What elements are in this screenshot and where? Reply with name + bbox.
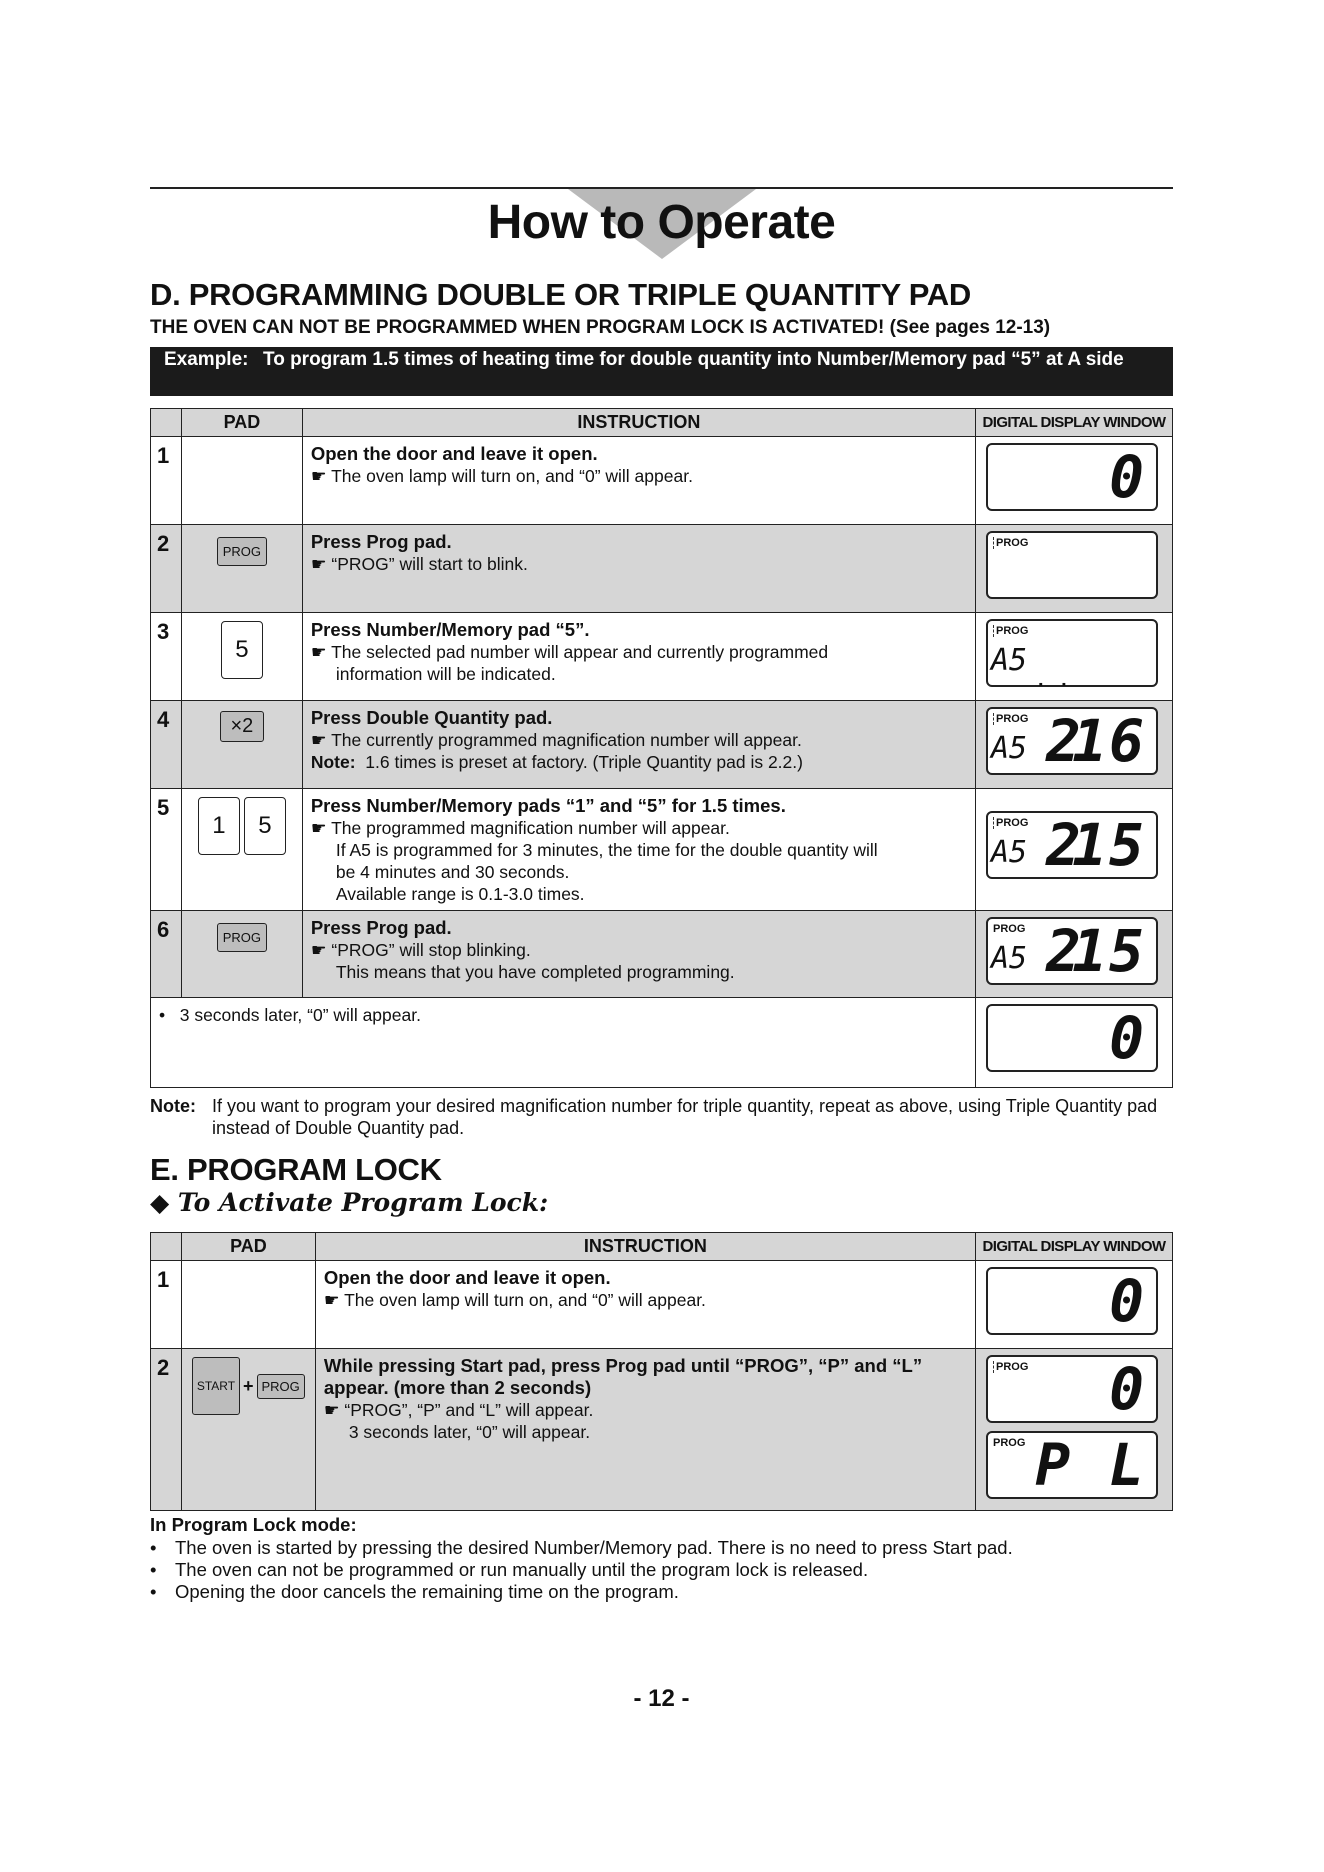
activate-program-lock-subheading: ◆ To Activate Program Lock: — [150, 1188, 549, 1217]
example-label: Example: — [164, 349, 249, 370]
display-cell — [975, 613, 1172, 701]
lcd-big-digits: 15 — [1072, 811, 1146, 879]
instruction-cell — [315, 1261, 975, 1349]
header-instruction: INSTRUCTION — [315, 1233, 975, 1261]
prog-pad-button[interactable]: PROG — [217, 923, 267, 952]
pad-cell — [181, 701, 302, 789]
lcd-display — [986, 619, 1158, 691]
table-row — [151, 998, 1173, 1088]
instruction-cell — [302, 789, 975, 911]
instruction-line: information will be indicated. — [335, 664, 556, 684]
instruction-line: ☛ The currently programmed magnification number will appear. — [310, 730, 802, 750]
prog-pad-button[interactable]: PROG — [257, 1374, 305, 1399]
pad-cell — [181, 437, 302, 525]
number-5-pad-button[interactable]: 5 — [221, 621, 263, 679]
lcd-big-digits: 16 — [1072, 707, 1146, 775]
display-cell — [975, 1261, 1172, 1349]
step-number: 2 — [151, 525, 182, 613]
instruction-line: ☛ The selected pad number will appear and currently programmed — [310, 642, 829, 662]
lcd-prog-indicator: PROG — [992, 1437, 1026, 1449]
display-cell — [975, 701, 1172, 789]
pad-cell — [181, 613, 302, 701]
lcd-display — [986, 811, 1158, 879]
instruction-title: Open the door and leave it open. — [310, 443, 598, 464]
example-banner — [150, 347, 1173, 396]
instruction-cell — [302, 525, 975, 613]
instruction-title: Open the door and leave it open. — [323, 1267, 611, 1288]
lcd-big-digits: 0 — [1109, 1004, 1146, 1072]
lcd-display — [986, 917, 1158, 985]
page-number: - 12 - — [633, 1685, 690, 1712]
instruction-title: Press Number/Memory pads “1” and “5” for 1.5 times. — [310, 795, 786, 816]
instruction-cell — [315, 1349, 975, 1511]
table-row — [151, 1261, 1173, 1349]
table-header-row — [151, 1233, 1173, 1261]
lcd-prog-indicator: PROG — [993, 1361, 1028, 1373]
header-instruction: INSTRUCTION — [302, 409, 975, 437]
start-pad-button[interactable]: START — [192, 1357, 240, 1415]
display-cell — [975, 789, 1172, 911]
table-row — [151, 701, 1173, 789]
page-title: How to Operate — [487, 196, 836, 249]
lcd-prog-indicator: PROG — [992, 923, 1026, 935]
number-1-pad-button[interactable]: 1 — [198, 797, 240, 855]
instruction-note — [311, 751, 967, 773]
pad-cell — [181, 1349, 315, 1511]
instruction-cell — [302, 437, 975, 525]
display-cell — [975, 525, 1172, 613]
final-note-cell — [151, 998, 976, 1088]
lcd-display — [986, 1267, 1158, 1335]
note-text: If you want to program your desired magnification number for triple quantity, repeat as above, using Triple Quantity pad instead of Double Quantity pad. — [212, 1096, 1158, 1138]
section-d-heading: D. PROGRAMMING DOUBLE OR TRIPLE QUANTITY PAD — [150, 277, 971, 312]
lcd-display — [986, 707, 1158, 775]
display-cell — [975, 998, 1172, 1088]
prog-pad-button[interactable]: PROG — [217, 537, 267, 566]
instruction-title: Press Number/Memory pad “5”. — [310, 619, 590, 640]
instruction-line: be 4 minutes and 30 seconds. — [335, 862, 570, 882]
display-cell — [975, 911, 1172, 998]
instruction-line: ☛ “PROG”, “P” and “L” will appear. — [323, 1400, 594, 1420]
display-cell — [975, 437, 1172, 525]
step-number: 1 — [151, 1261, 182, 1349]
list-item: • The oven can not be programmed or run manually until the program lock is released. — [150, 1559, 1013, 1581]
lcd-pad-code: A5 — [990, 731, 1028, 766]
table-row — [151, 1349, 1173, 1511]
section-d-note — [150, 1095, 1172, 1139]
step-number: 1 — [151, 437, 182, 525]
lcd-display — [986, 1355, 1158, 1423]
table-row — [151, 437, 1173, 525]
program-lock-mode-list — [150, 1537, 1013, 1603]
lcd-pad-code: A5 — [990, 835, 1028, 870]
instruction-cell — [302, 701, 975, 789]
note-label: Note: — [310, 752, 356, 772]
lcd-big-digits: 0 — [1109, 1267, 1146, 1335]
section-e-table — [150, 1232, 1173, 1511]
double-quantity-pad-button[interactable]: ×2 — [220, 711, 265, 742]
instruction-line: ☛ The programmed magnification number will appear. — [310, 818, 730, 838]
table-row — [151, 911, 1173, 998]
instruction-line: ☛ The oven lamp will turn on, and “0” will appear. — [323, 1290, 706, 1310]
instruction-title: Press Prog pad. — [310, 531, 452, 552]
lcd-pad-code: A5 — [990, 941, 1028, 976]
step-number: 4 — [151, 701, 182, 789]
header-display: DIGITAL DISPLAY WINDOW — [975, 409, 1172, 437]
instruction-line: Available range is 0.1-3.0 times. — [335, 884, 585, 904]
lcd-dots: . . — [1037, 669, 1073, 691]
header-display: DIGITAL DISPLAY WINDOW — [975, 1233, 1172, 1261]
section-e-heading: E. PROGRAM LOCK — [150, 1152, 442, 1187]
instruction-title: While pressing Start pad, press Prog pad until “PROG”, “P” and “L” appear. (more than 2 seconds) — [323, 1355, 923, 1398]
instruction-line: ☛ “PROG” will start to blink. — [310, 554, 528, 574]
plus-sign: + — [242, 1375, 254, 1396]
lcd-integer-digit: 2 — [1045, 917, 1081, 985]
lcd-big-digits: 15 — [1072, 917, 1146, 985]
step-number: 6 — [151, 911, 182, 998]
list-item: • The oven is started by pressing the desired Number/Memory pad. There is no need to press Start pad. — [150, 1537, 1013, 1559]
program-lock-warning: THE OVEN CAN NOT BE PROGRAMMED WHEN PROGRAM LOCK IS ACTIVATED! (See pages 12-13) — [150, 317, 1051, 338]
table-row — [151, 613, 1173, 701]
lcd-big-digits: 0 — [1109, 443, 1146, 511]
step-number: 3 — [151, 613, 182, 701]
note-text: 1.6 times is preset at factory. (Triple Quantity pad is 2.2.) — [365, 752, 803, 772]
number-5-pad-button[interactable]: 5 — [244, 797, 286, 855]
instruction-line: This means that you have completed programming. — [335, 962, 735, 982]
program-lock-mode-heading: In Program Lock mode: — [150, 1514, 357, 1535]
lcd-prog-indicator: PROG — [993, 625, 1028, 637]
lcd-big-letters: P L — [1035, 1431, 1146, 1499]
pad-cell — [181, 789, 302, 911]
instruction-cell — [302, 911, 975, 998]
bullet-glyph: • — [159, 1005, 180, 1025]
table-row — [151, 525, 1173, 613]
note-label: Note: — [150, 1096, 196, 1116]
pad-cell — [181, 911, 302, 998]
lcd-display — [986, 1431, 1158, 1499]
lcd-display — [986, 443, 1158, 511]
pad-cell — [181, 1261, 315, 1349]
instruction-title: Press Double Quantity pad. — [310, 707, 553, 728]
lcd-prog-indicator: PROG — [993, 537, 1028, 549]
lcd-prog-indicator: PROG — [993, 817, 1028, 829]
instruction-line: 3 seconds later, “0” will appear. — [348, 1422, 591, 1442]
lcd-integer-digit: 2 — [1045, 811, 1081, 879]
lcd-big-digits: 0 — [1109, 1355, 1146, 1423]
lcd-prog-indicator: PROG — [993, 713, 1028, 725]
display-cell — [975, 1349, 1172, 1511]
lcd-integer-digit: 2 — [1045, 707, 1081, 775]
instruction-line: ☛ “PROG” will stop blinking. — [310, 940, 531, 960]
list-item: • Opening the door cancels the remaining time on the program. — [150, 1581, 1013, 1603]
instruction-line: ☛ The oven lamp will turn on, and “0” will appear. — [310, 466, 693, 486]
final-note-text: 3 seconds later, “0” will appear. — [179, 1005, 421, 1025]
table-header-row — [151, 409, 1173, 437]
instruction-line: If A5 is programmed for 3 minutes, the time for the double quantity will — [335, 840, 878, 860]
lcd-pad-code: A5 — [990, 643, 1028, 678]
header-pad: PAD — [181, 409, 302, 437]
header-pad: PAD — [181, 1233, 315, 1261]
lcd-display — [986, 531, 1158, 599]
instruction-title: Press Prog pad. — [310, 917, 452, 938]
pad-cell — [181, 525, 302, 613]
section-d-table — [150, 408, 1173, 1088]
example-text: To program 1.5 times of heating time for double quantity into Number/Memory pad “5” at A side — [263, 349, 1124, 370]
instruction-cell — [302, 613, 975, 701]
step-number: 5 — [151, 789, 182, 911]
step-number: 2 — [151, 1349, 182, 1511]
lcd-display — [986, 1004, 1158, 1072]
table-row — [151, 789, 1173, 911]
